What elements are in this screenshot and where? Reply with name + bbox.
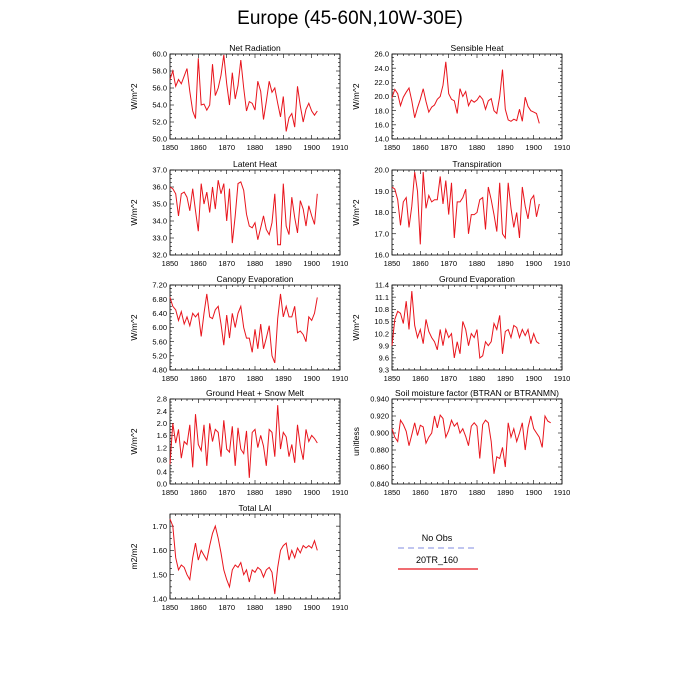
y-tick-label: 54.0 <box>152 100 167 110</box>
y-tick-label: 20.0 <box>374 92 389 102</box>
x-tick-label: 1910 <box>553 259 571 268</box>
y-tick-label: 5.60 <box>152 337 167 347</box>
x-tick-label: 1850 <box>383 488 401 497</box>
y-tick-label: 10.2 <box>374 329 389 339</box>
series-line-20TR_160 <box>170 519 317 594</box>
x-tick-label: 1870 <box>218 143 236 152</box>
y-tick-label: 0.8 <box>156 455 167 465</box>
x-tick-label: 1870 <box>440 488 458 497</box>
chart-panel-5 <box>129 274 348 383</box>
plot-frame <box>170 514 340 599</box>
x-tick-label: 1870 <box>440 259 458 268</box>
y-tick-label: 52.0 <box>152 117 167 127</box>
y-tick-label: 18.0 <box>374 106 389 116</box>
y-axis-label: W/m^2 <box>351 83 361 110</box>
plot-frame <box>392 54 562 139</box>
y-tick-label: 1.2 <box>156 443 167 453</box>
y-tick-label: 33.0 <box>152 233 167 243</box>
series-line-20TR_160 <box>392 172 539 244</box>
plot-frame <box>170 54 340 139</box>
y-axis-label: W/m^2 <box>351 314 361 341</box>
x-tick-label: 1880 <box>246 143 264 152</box>
x-tick-label: 1870 <box>218 374 236 383</box>
chart-panel-9 <box>129 503 348 612</box>
panel-title: Canopy Evaporation <box>216 274 294 284</box>
series-line-20TR_160 <box>392 291 539 358</box>
y-tick-label: 37.0 <box>152 165 167 175</box>
x-tick-label: 1850 <box>161 143 179 152</box>
y-axis-label: m2/m2 <box>129 543 139 570</box>
y-tick-label: 2.8 <box>156 394 167 404</box>
series-line-20TR_160 <box>170 180 317 245</box>
y-axis-label: W/m^2 <box>129 83 139 110</box>
y-tick-label: 19.0 <box>374 186 389 196</box>
x-tick-label: 1900 <box>525 259 543 268</box>
x-tick-label: 1910 <box>331 488 349 497</box>
y-tick-label: 18.0 <box>374 208 389 218</box>
x-tick-label: 1880 <box>246 488 264 497</box>
y-tick-label: 58.0 <box>152 66 167 76</box>
x-tick-label: 1880 <box>246 603 264 612</box>
y-tick-label: 0.0 <box>156 479 167 489</box>
series-line-20TR_160 <box>392 415 551 474</box>
plot-frame <box>392 285 562 370</box>
y-tick-label: 56.0 <box>152 83 167 93</box>
y-tick-label: 11.1 <box>374 292 389 302</box>
y-tick-label: 20.0 <box>374 165 389 175</box>
y-tick-label: 1.50 <box>152 570 167 580</box>
y-axis-label: W/m^2 <box>351 199 361 226</box>
y-tick-label: 34.0 <box>152 216 167 226</box>
chart-panel-6 <box>351 274 570 383</box>
y-axis-label: W/m^2 <box>129 199 139 226</box>
y-tick-label: 5.20 <box>152 351 167 361</box>
y-tick-label: 0.940 <box>370 394 389 404</box>
y-tick-label: 16.0 <box>374 120 389 130</box>
y-tick-label: 26.0 <box>374 49 389 59</box>
panel-title: Sensible Heat <box>450 43 504 53</box>
chart-panel-7 <box>129 388 348 497</box>
series-line-20TR_160 <box>170 405 317 478</box>
x-tick-label: 1910 <box>331 603 349 612</box>
y-tick-label: 0.860 <box>370 462 389 472</box>
x-tick-label: 1860 <box>189 488 207 497</box>
panel-title: Ground Heat + Snow Melt <box>205 388 305 398</box>
x-tick-label: 1880 <box>468 143 486 152</box>
y-tick-label: 2.4 <box>156 406 167 416</box>
x-tick-label: 1860 <box>189 374 207 383</box>
y-tick-label: 35.0 <box>152 199 167 209</box>
y-tick-label: 11.4 <box>374 280 389 290</box>
x-tick-label: 1850 <box>161 259 179 268</box>
chart-panel-2 <box>351 43 570 152</box>
x-tick-label: 1850 <box>161 488 179 497</box>
y-tick-label: 0.900 <box>370 428 389 438</box>
y-tick-label: 9.9 <box>378 341 389 351</box>
y-tick-label: 0.4 <box>156 467 167 477</box>
x-tick-label: 1910 <box>331 143 349 152</box>
x-tick-label: 1900 <box>303 488 321 497</box>
legend-label-model: 20TR_160 <box>415 555 459 565</box>
x-tick-label: 1900 <box>525 374 543 383</box>
y-tick-label: 10.5 <box>374 317 389 327</box>
y-tick-label: 0.840 <box>370 479 389 489</box>
x-tick-label: 1910 <box>553 143 571 152</box>
x-tick-label: 1890 <box>274 143 292 152</box>
x-tick-label: 1900 <box>303 603 321 612</box>
x-tick-label: 1880 <box>468 488 486 497</box>
x-tick-label: 1900 <box>303 143 321 152</box>
y-tick-label: 17.0 <box>374 229 389 239</box>
x-tick-label: 1900 <box>303 259 321 268</box>
x-tick-label: 1890 <box>274 374 292 383</box>
x-tick-label: 1890 <box>496 143 514 152</box>
y-tick-label: 50.0 <box>152 134 167 144</box>
y-axis-label: W/m^2 <box>129 314 139 341</box>
x-tick-label: 1860 <box>189 603 207 612</box>
x-tick-label: 1860 <box>411 374 429 383</box>
y-tick-label: 9.6 <box>378 353 389 363</box>
y-tick-label: 0.880 <box>370 445 389 455</box>
y-tick-label: 6.00 <box>152 323 167 333</box>
x-tick-label: 1880 <box>246 374 264 383</box>
x-tick-label: 1910 <box>331 374 349 383</box>
y-tick-label: 1.6 <box>156 431 167 441</box>
x-tick-label: 1870 <box>218 488 236 497</box>
y-tick-label: 60.0 <box>152 49 167 59</box>
panel-title: Soil moisture factor (BTRAN or BTRANMN) <box>395 388 559 398</box>
plot-frame <box>170 285 340 370</box>
series-line-20TR_160 <box>170 55 317 131</box>
x-tick-label: 1900 <box>525 488 543 497</box>
chart-panel-4 <box>351 159 570 268</box>
x-tick-label: 1860 <box>411 143 429 152</box>
x-tick-label: 1910 <box>553 374 571 383</box>
figure-title: Europe (45-60N,10W-30E) <box>237 8 463 29</box>
x-tick-label: 1870 <box>218 259 236 268</box>
x-tick-label: 1900 <box>303 374 321 383</box>
y-tick-label: 22.0 <box>374 78 389 88</box>
y-tick-label: 4.80 <box>152 365 167 375</box>
panel-title: Latent Heat <box>233 159 277 169</box>
legend <box>398 533 478 569</box>
y-tick-label: 1.40 <box>152 594 167 604</box>
x-tick-label: 1880 <box>468 259 486 268</box>
y-tick-label: 7.20 <box>152 280 167 290</box>
y-tick-label: 2.0 <box>156 418 167 428</box>
x-tick-label: 1850 <box>383 374 401 383</box>
series-line-20TR_160 <box>392 62 539 124</box>
chart-panel-3 <box>129 159 348 268</box>
x-tick-label: 1900 <box>525 143 543 152</box>
x-tick-label: 1850 <box>383 143 401 152</box>
y-tick-label: 1.60 <box>152 546 167 556</box>
y-tick-label: 6.40 <box>152 309 167 319</box>
x-tick-label: 1890 <box>496 488 514 497</box>
x-tick-label: 1890 <box>274 488 292 497</box>
x-tick-label: 1850 <box>161 603 179 612</box>
y-tick-label: 16.0 <box>374 250 389 260</box>
y-axis-label: unitless <box>351 427 361 456</box>
y-tick-label: 9.3 <box>378 365 389 375</box>
y-axis-label: W/m^2 <box>129 428 139 455</box>
plot-frame <box>170 399 340 484</box>
x-tick-label: 1850 <box>161 374 179 383</box>
series-line-20TR_160 <box>170 294 317 363</box>
x-tick-label: 1890 <box>496 259 514 268</box>
x-tick-label: 1870 <box>440 143 458 152</box>
y-tick-label: 14.0 <box>374 134 389 144</box>
y-tick-label: 24.0 <box>374 63 389 73</box>
y-tick-label: 1.70 <box>152 521 167 531</box>
x-tick-label: 1860 <box>411 259 429 268</box>
x-tick-label: 1910 <box>553 488 571 497</box>
y-tick-label: 10.8 <box>374 304 389 314</box>
panel-title: Net Radiation <box>229 43 281 53</box>
x-tick-label: 1850 <box>383 259 401 268</box>
y-tick-label: 6.80 <box>152 294 167 304</box>
x-tick-label: 1870 <box>440 374 458 383</box>
x-tick-label: 1860 <box>189 143 207 152</box>
x-tick-label: 1880 <box>246 259 264 268</box>
x-tick-label: 1860 <box>411 488 429 497</box>
panel-title: Ground Evaporation <box>438 274 516 284</box>
y-tick-label: 36.0 <box>152 182 167 192</box>
x-tick-label: 1910 <box>331 259 349 268</box>
x-tick-label: 1890 <box>496 374 514 383</box>
x-tick-label: 1890 <box>274 259 292 268</box>
legend-label-obs: No Obs <box>421 533 453 543</box>
panel-title: Transpiration <box>452 159 502 169</box>
x-tick-label: 1890 <box>274 603 292 612</box>
x-tick-label: 1880 <box>468 374 486 383</box>
panel-title: Total LAI <box>238 503 272 513</box>
x-tick-label: 1870 <box>218 603 236 612</box>
y-tick-label: 0.920 <box>370 411 389 421</box>
y-tick-label: 32.0 <box>152 250 167 260</box>
x-tick-label: 1860 <box>189 259 207 268</box>
chart-panel-1 <box>129 43 348 152</box>
plot-frame <box>392 399 562 484</box>
chart-panel-8 <box>351 388 570 497</box>
